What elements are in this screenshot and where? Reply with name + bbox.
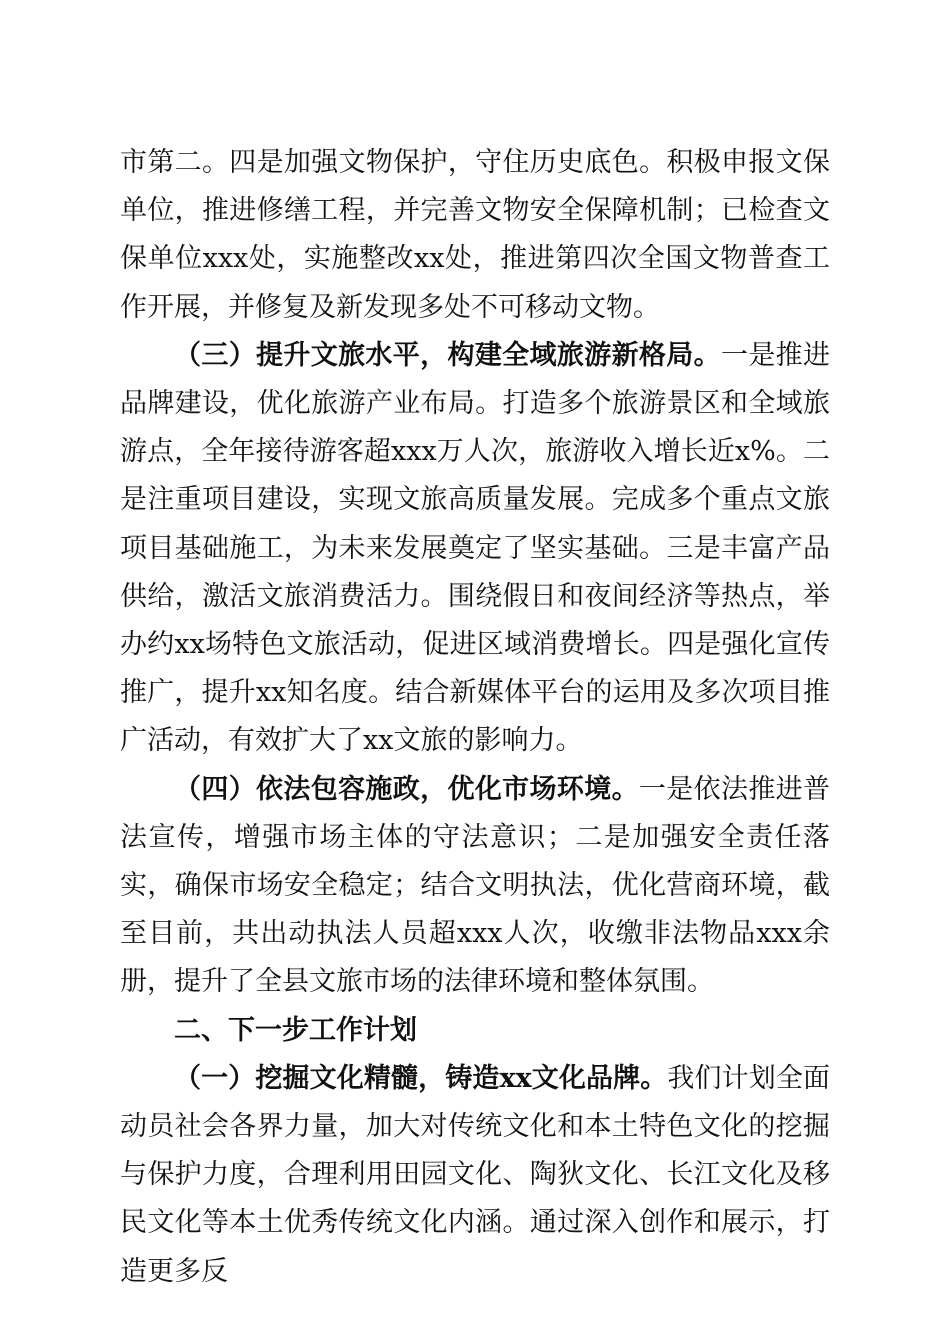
- section-heading-text: 二、下一步工作计划: [174, 1014, 417, 1046]
- paragraph-text: 一是依法推进普法宣传，增强市场主体的守法意识；二是加强安全责任落实，确保市场安全稳定；结合文明执法，优化营商环境，截至目前，共出动执法人员超xxx人次，收缴非法物品xxx余册，提升了全县文旅市场的法律环境和整体氛围。: [120, 773, 831, 998]
- paragraph-lead: （一）挖掘文化精髓，铸造xx文化品牌。: [174, 1062, 668, 1094]
- paragraph-culture-brand: [120, 1055, 830, 1296]
- paragraph-lead: （三）提升文旅水平，构建全域旅游新格局。: [174, 339, 721, 371]
- paragraph-lead: （四）依法包容施政，优化市场环境。: [174, 773, 639, 805]
- paragraph-text: 市第二。四是加强文物保护，守住历史底色。积极申报文保单位，推进修缮工程，并完善文物安全保障机制；已检查文保单位xxx处，实施整改xx处，推进第四次全国文物普查工作开展，并修复及新发现多处不可移动文物。: [120, 147, 830, 323]
- paragraph-cultural-relics: [120, 139, 830, 332]
- section-heading-next-plan: [120, 1007, 830, 1055]
- paragraph-market: [120, 766, 830, 1007]
- paragraph-tourism: [120, 332, 830, 766]
- document-body: [120, 139, 830, 1296]
- paragraph-text: 一是推进品牌建设，优化旅游产业布局。打造多个旅游景区和全域旅游点，全年接待游客超xxx万人次，旅游收入增长近x%。二是注重项目建设，实现文旅高质量发展。完成多个重点文旅项目基础施工，为未来发展奠定了坚实基础。三是丰富产品供给，激活文旅消费活力。围绕假日和夜间经济等热点，举办约xx场特色文旅活动，促进区域消费增长。四是强化宣传推广，提升xx知名度。结合新媒体平台的运用及多次项目推广活动，有效扩大了xx文旅的影响力。: [120, 339, 831, 757]
- paragraph-text: 我们计划全面动员社会各界力量，加大对传统文化和本土特色文化的挖掘与保护力度，合理利用田园文化、陶狄文化、长江文化及移民文化等本土优秀传统文化内涵。通过深入创作和展示，打造更多反: [120, 1062, 830, 1287]
